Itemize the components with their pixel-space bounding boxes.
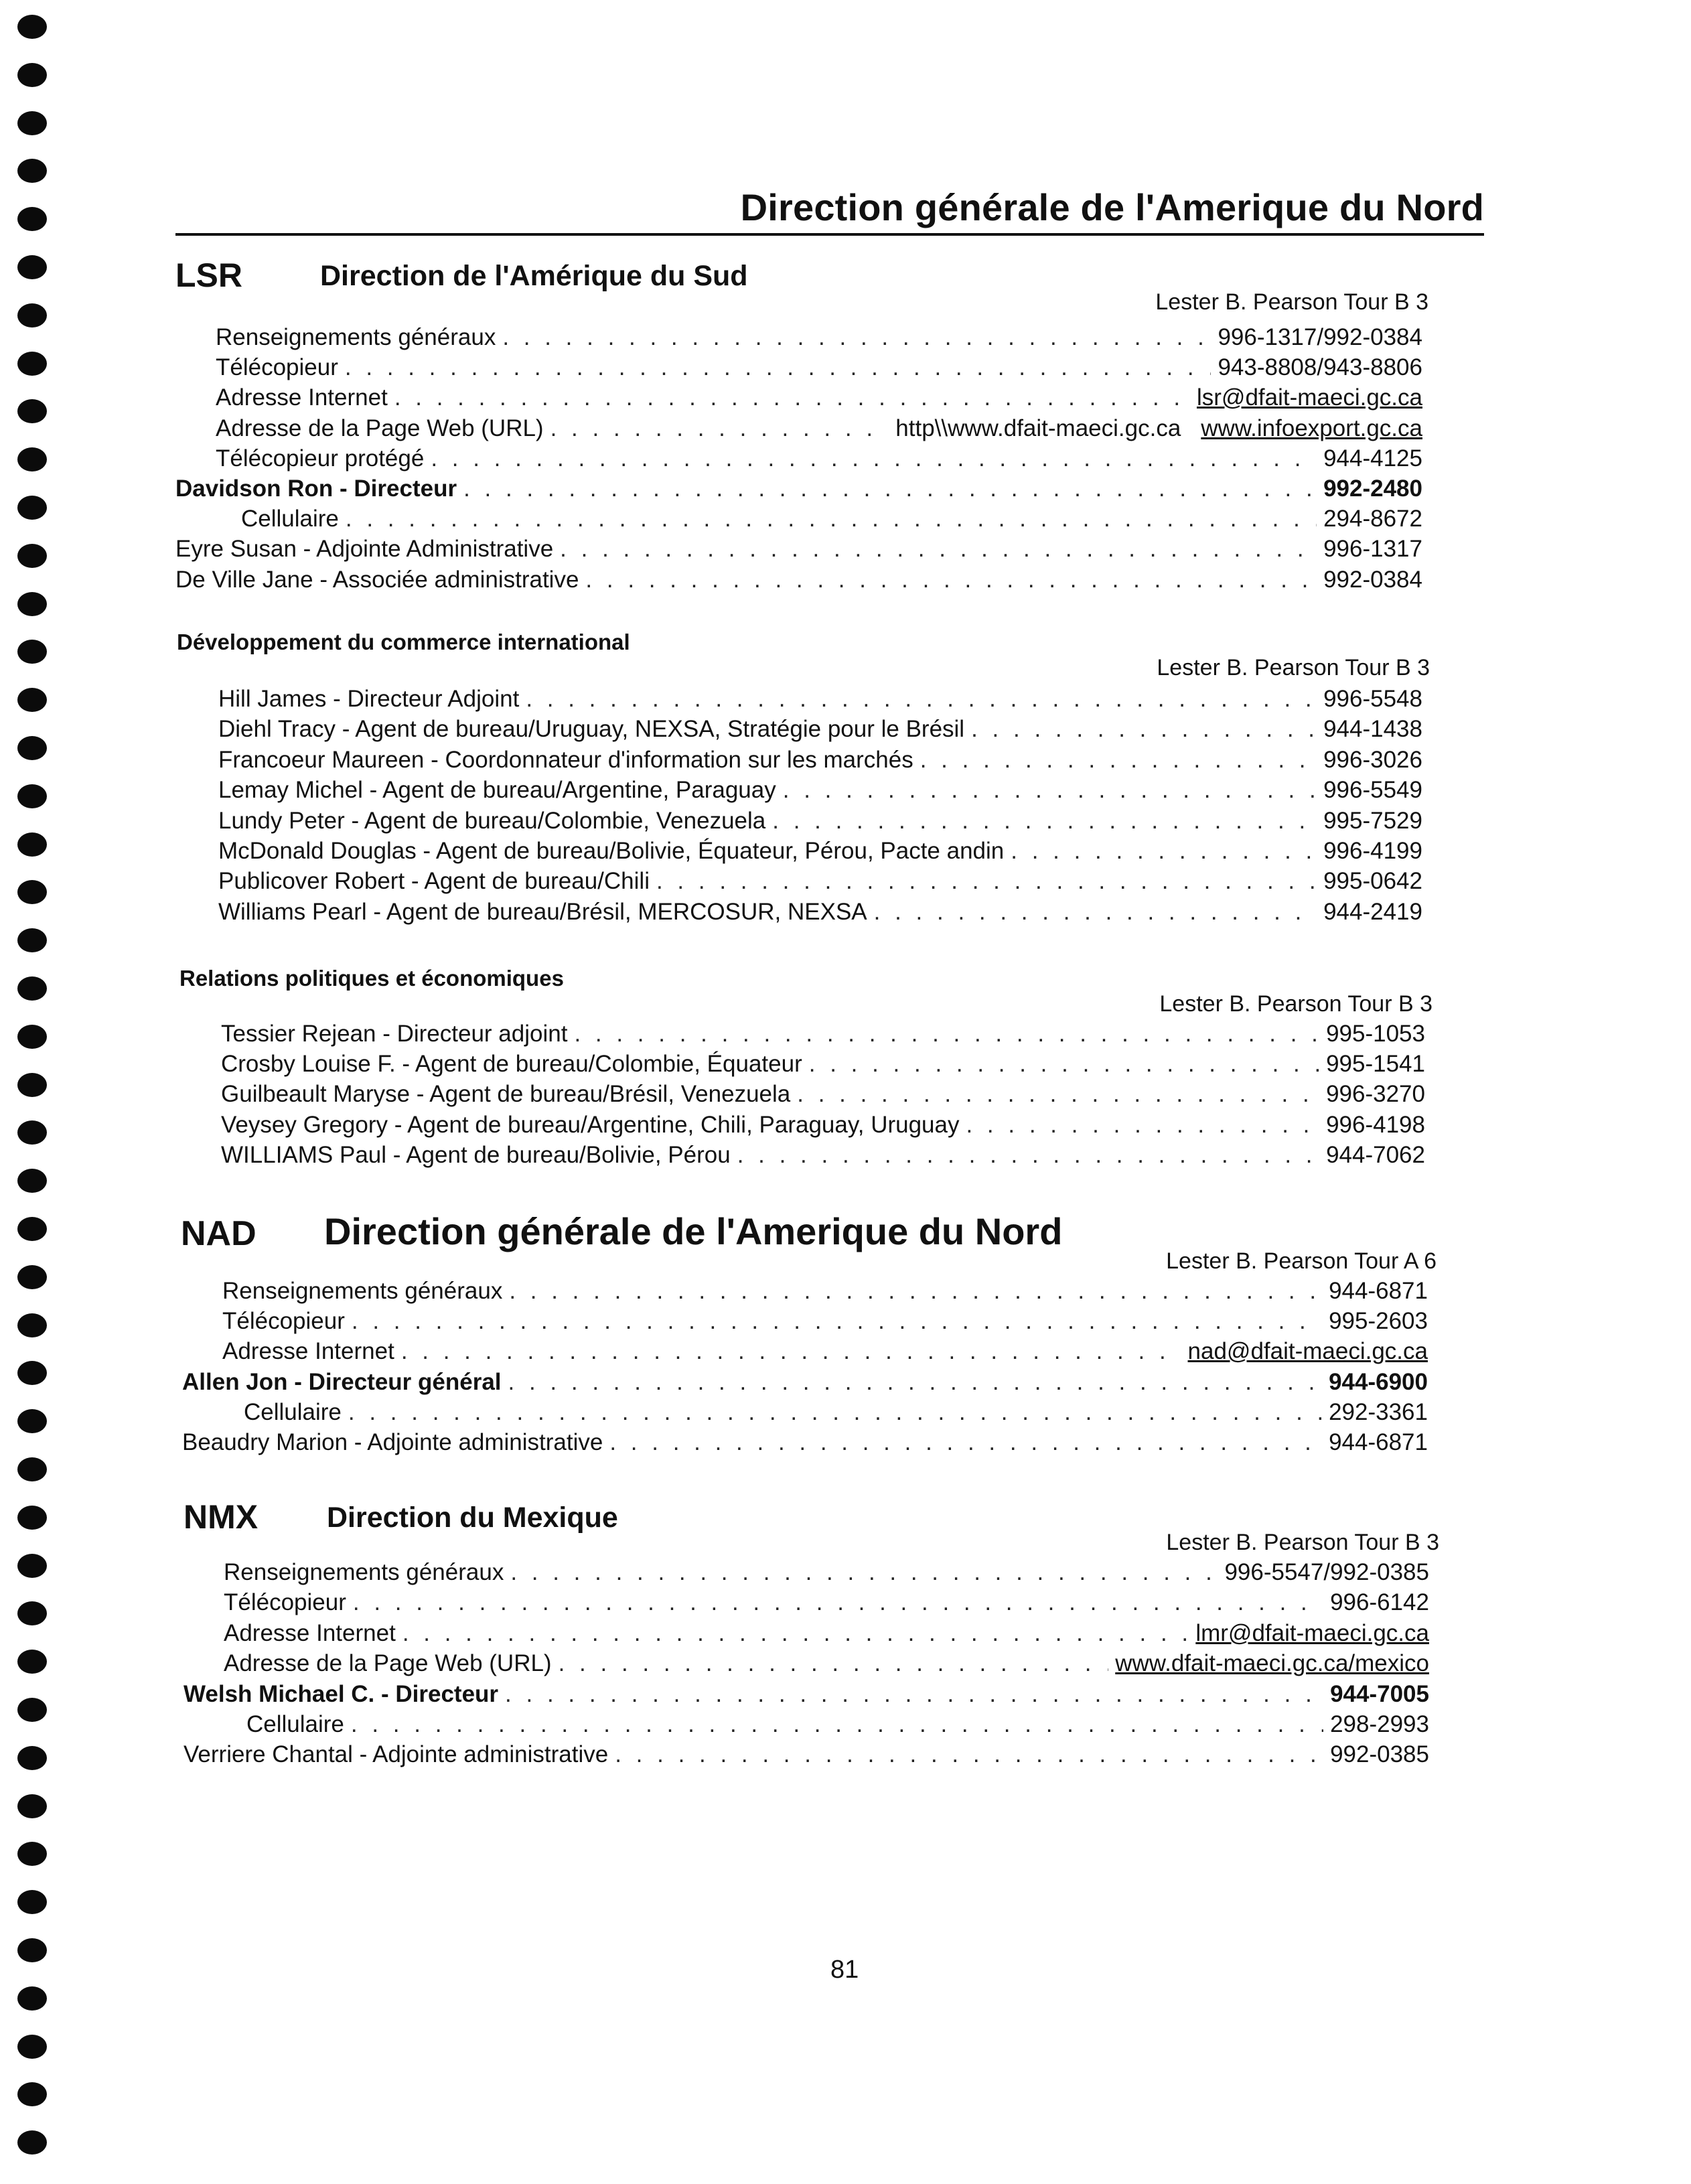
section-title: Direction générale de l'Amerique du Nord	[324, 1210, 1063, 1252]
entry-secondary-url[interactable]: http\\www.dfait-maeci.gc.ca	[895, 415, 1181, 441]
entry-label: Télécopieur protégé	[216, 445, 425, 471]
entry-label: Adresse Internet	[224, 1620, 396, 1646]
entry-phone: 944-6900	[1329, 1369, 1428, 1395]
location-nmx: Lester B. Pearson Tour B 3	[1166, 1530, 1439, 1555]
entry-phone: 294-8672	[1323, 506, 1422, 532]
binder-hole	[17, 784, 47, 808]
entry-label: Renseignements généraux	[222, 1278, 503, 1304]
entry-label: Tessier Rejean - Directeur adjoint	[221, 1021, 568, 1047]
dot-leader	[615, 1740, 1323, 1769]
dot-leader	[353, 1588, 1323, 1617]
binder-hole	[17, 2130, 47, 2155]
section-title: Direction de l'Amérique du Sud	[320, 260, 748, 292]
section-title: Direction du Mexique	[327, 1502, 618, 1534]
location-rpe: Lester B. Pearson Tour B 3	[1159, 991, 1432, 1017]
dot-leader	[346, 504, 1317, 534]
binder-hole	[17, 2082, 47, 2106]
dot-leader	[431, 444, 1317, 474]
page-title: Direction générale de l'Amerique du Nord	[740, 186, 1484, 228]
directory-row	[218, 806, 1422, 836]
page-header	[175, 179, 1484, 236]
dot-leader	[966, 1110, 1319, 1140]
binder-hole	[17, 640, 47, 664]
entry-label: Adresse Internet	[222, 1338, 394, 1364]
directory-row	[216, 414, 1422, 443]
location-lsr: Lester B. Pearson Tour B 3	[1155, 289, 1428, 315]
entry-link[interactable]: www.infoexport.gc.ca	[1201, 415, 1422, 441]
binder-hole	[17, 1601, 47, 1625]
entry-phone: 996-5547/992-0385	[1224, 1559, 1429, 1585]
entry-label: Beaudry Marion - Adjointe administrative	[182, 1429, 603, 1455]
entry-label: Lemay Michel - Agent de bureau/Argentine, Paraguay	[218, 777, 776, 803]
entry-label: McDonald Douglas - Agent de bureau/Bolivie, Équateur, Pérou, Pacte andin	[218, 838, 1005, 864]
directory-row	[222, 1307, 1428, 1336]
entry-label: Renseignements généraux	[216, 324, 496, 350]
binder-hole	[17, 832, 47, 857]
binder-hole	[17, 1794, 47, 1818]
entry-label: Hill James - Directeur Adjoint	[218, 686, 520, 712]
entry-phone: 944-1438	[1323, 716, 1422, 742]
entry-phone: 292-3361	[1329, 1399, 1428, 1425]
dot-leader	[874, 897, 1317, 927]
entry-label: Allen Jon - Directeur général	[182, 1369, 502, 1395]
binder-hole	[17, 1265, 47, 1289]
dot-leader	[585, 565, 1317, 595]
binder-hole	[17, 1073, 47, 1097]
entry-phone: 996-5548	[1323, 686, 1422, 712]
entry-link[interactable]: lsr@dfait-maeci.gc.ca	[1196, 384, 1422, 411]
entry-label: Welsh Michael C. - Directeur	[183, 1681, 499, 1707]
entry-label: Cellulaire	[244, 1399, 342, 1425]
dot-leader	[1011, 836, 1317, 866]
binder-hole	[17, 496, 47, 520]
entry-phone: 996-6142	[1330, 1589, 1429, 1615]
dot-leader	[345, 353, 1211, 382]
binder-hole	[17, 928, 47, 952]
entry-phone: 995-1053	[1326, 1021, 1425, 1047]
entry-label: Cellulaire	[241, 506, 339, 532]
entry-link[interactable]: www.dfait-maeci.gc.ca/mexico	[1115, 1650, 1429, 1676]
section-heading-nmx	[183, 1498, 618, 1536]
dot-leader	[502, 323, 1211, 352]
binder-hole	[17, 1313, 47, 1337]
entry-phone: 992-0385	[1330, 1741, 1429, 1767]
dot-leader	[609, 1428, 1322, 1457]
location-nad: Lester B. Pearson Tour A 6	[1166, 1248, 1437, 1274]
directory-row	[216, 444, 1422, 474]
dot-leader	[971, 715, 1317, 744]
entry-phone: 996-4199	[1323, 838, 1422, 864]
entry-phone: 995-0642	[1323, 868, 1422, 894]
directory-row	[222, 1337, 1428, 1366]
binder-hole	[17, 736, 47, 760]
dot-leader	[920, 745, 1317, 775]
dot-leader	[772, 806, 1317, 836]
binder-hole	[17, 207, 47, 231]
dot-leader	[737, 1141, 1319, 1170]
directory-row	[224, 1649, 1429, 1678]
binder-hole	[17, 1842, 47, 1866]
directory-row	[246, 1710, 1429, 1739]
directory-row	[222, 1277, 1428, 1306]
entry-label: Veysey Gregory - Agent de bureau/Argentine, Chili, Paraguay, Uruguay	[221, 1112, 960, 1138]
directory-row	[175, 565, 1422, 595]
directory-row	[216, 353, 1422, 382]
entry-phone: 996-3026	[1323, 747, 1422, 773]
dot-leader	[348, 1398, 1322, 1427]
dot-leader	[402, 1619, 1189, 1648]
entry-phone: 944-2419	[1323, 899, 1422, 925]
binder-hole	[17, 1746, 47, 1770]
directory-row	[221, 1049, 1425, 1079]
directory-row	[224, 1619, 1429, 1648]
binder-hole	[17, 1361, 47, 1385]
dot-leader	[401, 1337, 1181, 1366]
dot-leader	[463, 474, 1317, 504]
directory-row	[175, 474, 1422, 504]
binder-hole	[17, 544, 47, 568]
binder-hole	[17, 1169, 47, 1193]
binder-hole	[17, 976, 47, 1001]
entry-label: Renseignements généraux	[224, 1559, 504, 1585]
entry-phone: 996-4198	[1326, 1112, 1425, 1138]
entry-phone: 992-2480	[1323, 476, 1422, 502]
entry-label: De Ville Jane - Associée administrative	[175, 567, 579, 593]
binder-hole	[17, 1457, 47, 1481]
directory-row	[218, 776, 1422, 805]
entry-phone: 995-1541	[1326, 1051, 1425, 1077]
directory-row	[218, 745, 1422, 775]
binder-hole	[17, 1409, 47, 1433]
binder-hole	[17, 352, 47, 376]
entry-label: Lundy Peter - Agent de bureau/Colombie, Venezuela	[218, 808, 766, 834]
entry-label: Adresse Internet	[216, 384, 388, 411]
entry-phone: 944-7005	[1330, 1681, 1429, 1707]
directory-row	[221, 1110, 1425, 1140]
binder-hole	[17, 1938, 47, 1962]
directory-row	[182, 1368, 1428, 1397]
entry-phone: 944-7062	[1326, 1142, 1425, 1168]
directory-row	[241, 504, 1422, 534]
directory-row	[224, 1558, 1429, 1587]
directory-row	[218, 897, 1422, 927]
section-code: NMX	[183, 1498, 259, 1536]
directory-row	[218, 867, 1422, 896]
dot-leader	[574, 1019, 1319, 1049]
binder-hole	[17, 15, 47, 39]
entry-label: Davidson Ron - Directeur	[175, 476, 457, 502]
binder-hole	[17, 1698, 47, 1722]
entry-label: Adresse de la Page Web (URL)	[216, 415, 544, 441]
binder-hole	[17, 688, 47, 712]
section-code: NAD	[181, 1214, 256, 1253]
entry-phone: 298-2993	[1330, 1711, 1429, 1737]
entry-label: Cellulaire	[246, 1711, 344, 1737]
directory-row	[221, 1080, 1425, 1109]
location-dci: Lester B. Pearson Tour B 3	[1157, 655, 1430, 680]
entry-label: Crosby Louise F. - Agent de bureau/Colombie, Équateur	[221, 1051, 802, 1077]
directory-row	[216, 383, 1422, 413]
binder-hole	[17, 1217, 47, 1241]
directory-row	[175, 534, 1422, 564]
dot-leader	[809, 1049, 1319, 1079]
binder-hole	[17, 111, 47, 135]
entry-link[interactable]: lmr@dfait-maeci.gc.ca	[1195, 1620, 1429, 1646]
entry-label: Publicover Robert - Agent de bureau/Chili	[218, 868, 650, 894]
directory-row	[218, 715, 1422, 744]
dot-leader	[526, 684, 1317, 714]
dot-leader	[550, 414, 889, 443]
dot-leader	[351, 1710, 1323, 1739]
directory-row	[218, 836, 1422, 866]
binder-hole	[17, 255, 47, 279]
dot-leader	[394, 383, 1190, 413]
entry-phone: 996-5549	[1323, 777, 1422, 803]
binder-hole	[17, 1025, 47, 1049]
entry-phone: 992-0384	[1323, 567, 1422, 593]
section-heading-lsr	[175, 256, 748, 295]
directory-row	[221, 1019, 1425, 1049]
binder-hole	[17, 63, 47, 87]
section-code: LSR	[175, 257, 242, 294]
binder-hole	[17, 399, 47, 423]
binder-hole	[17, 159, 47, 183]
entry-phone: 944-4125	[1323, 445, 1422, 471]
dot-leader	[560, 534, 1317, 564]
entry-phone: 943-8808/943-8806	[1218, 354, 1422, 380]
dot-leader	[352, 1307, 1322, 1336]
entry-phone: 995-7529	[1323, 808, 1422, 834]
entry-label: Verriere Chantal - Adjointe administrative	[183, 1741, 609, 1767]
dot-leader	[783, 776, 1317, 805]
entry-phone: 996-1317/992-0384	[1218, 324, 1422, 350]
binder-hole	[17, 592, 47, 616]
entry-phone: 995-2603	[1329, 1308, 1428, 1334]
dot-leader	[510, 1558, 1218, 1587]
entry-phone: 944-6871	[1329, 1278, 1428, 1304]
subsection-heading-rpe: Relations politiques et économiques	[179, 966, 564, 991]
entry-link[interactable]: nad@dfait-maeci.gc.ca	[1187, 1338, 1428, 1364]
entry-label: Eyre Susan - Adjointe Administrative	[175, 536, 554, 562]
binder-hole	[17, 447, 47, 471]
section-heading-nad	[181, 1210, 1063, 1254]
directory-row	[218, 684, 1422, 714]
entry-label: Adresse de la Page Web (URL)	[224, 1650, 552, 1676]
binder-hole	[17, 1986, 47, 2011]
subsection-heading-dci: Développement du commerce international	[177, 630, 630, 654]
binder-hole	[17, 1120, 47, 1145]
binder-hole	[17, 1650, 47, 1674]
entry-label: Williams Pearl - Agent de bureau/Brésil, MERCOSUR, NEXSA	[218, 899, 867, 925]
directory-row	[216, 323, 1422, 352]
entry-phone: 996-3270	[1326, 1081, 1425, 1107]
directory-row	[183, 1680, 1429, 1709]
binder-hole	[17, 1890, 47, 1914]
entry-label: Télécopieur	[224, 1589, 346, 1615]
entry-label: Télécopieur	[216, 354, 338, 380]
directory-row	[244, 1398, 1428, 1427]
dot-leader	[509, 1277, 1322, 1306]
entry-label: Télécopieur	[222, 1308, 345, 1334]
dot-leader	[505, 1680, 1323, 1709]
entry-phone: 944-6871	[1329, 1429, 1428, 1455]
entry-label: WILLIAMS Paul - Agent de bureau/Bolivie, Pérou	[221, 1142, 731, 1168]
entry-phone: 996-1317	[1323, 536, 1422, 562]
page-number: 81	[830, 1956, 859, 1984]
directory-row	[182, 1428, 1428, 1457]
entry-label: Guilbeault Maryse - Agent de bureau/Brésil, Venezuela	[221, 1081, 791, 1107]
dot-leader	[656, 867, 1317, 896]
dot-leader	[508, 1368, 1323, 1397]
dot-leader	[797, 1080, 1319, 1109]
binder-hole	[17, 1554, 47, 1578]
entry-label: Francoeur Maureen - Coordonnateur d'information sur les marchés	[218, 747, 913, 773]
binder-hole	[17, 2035, 47, 2059]
dot-leader	[559, 1649, 1109, 1678]
entry-label: Diehl Tracy - Agent de bureau/Uruguay, NEXSA, Stratégie pour le Brésil	[218, 716, 965, 742]
directory-row	[224, 1588, 1429, 1617]
binder-hole	[17, 303, 47, 327]
directory-row	[183, 1740, 1429, 1769]
binder-hole	[17, 880, 47, 904]
binder-hole	[17, 1506, 47, 1530]
directory-row	[221, 1141, 1425, 1170]
